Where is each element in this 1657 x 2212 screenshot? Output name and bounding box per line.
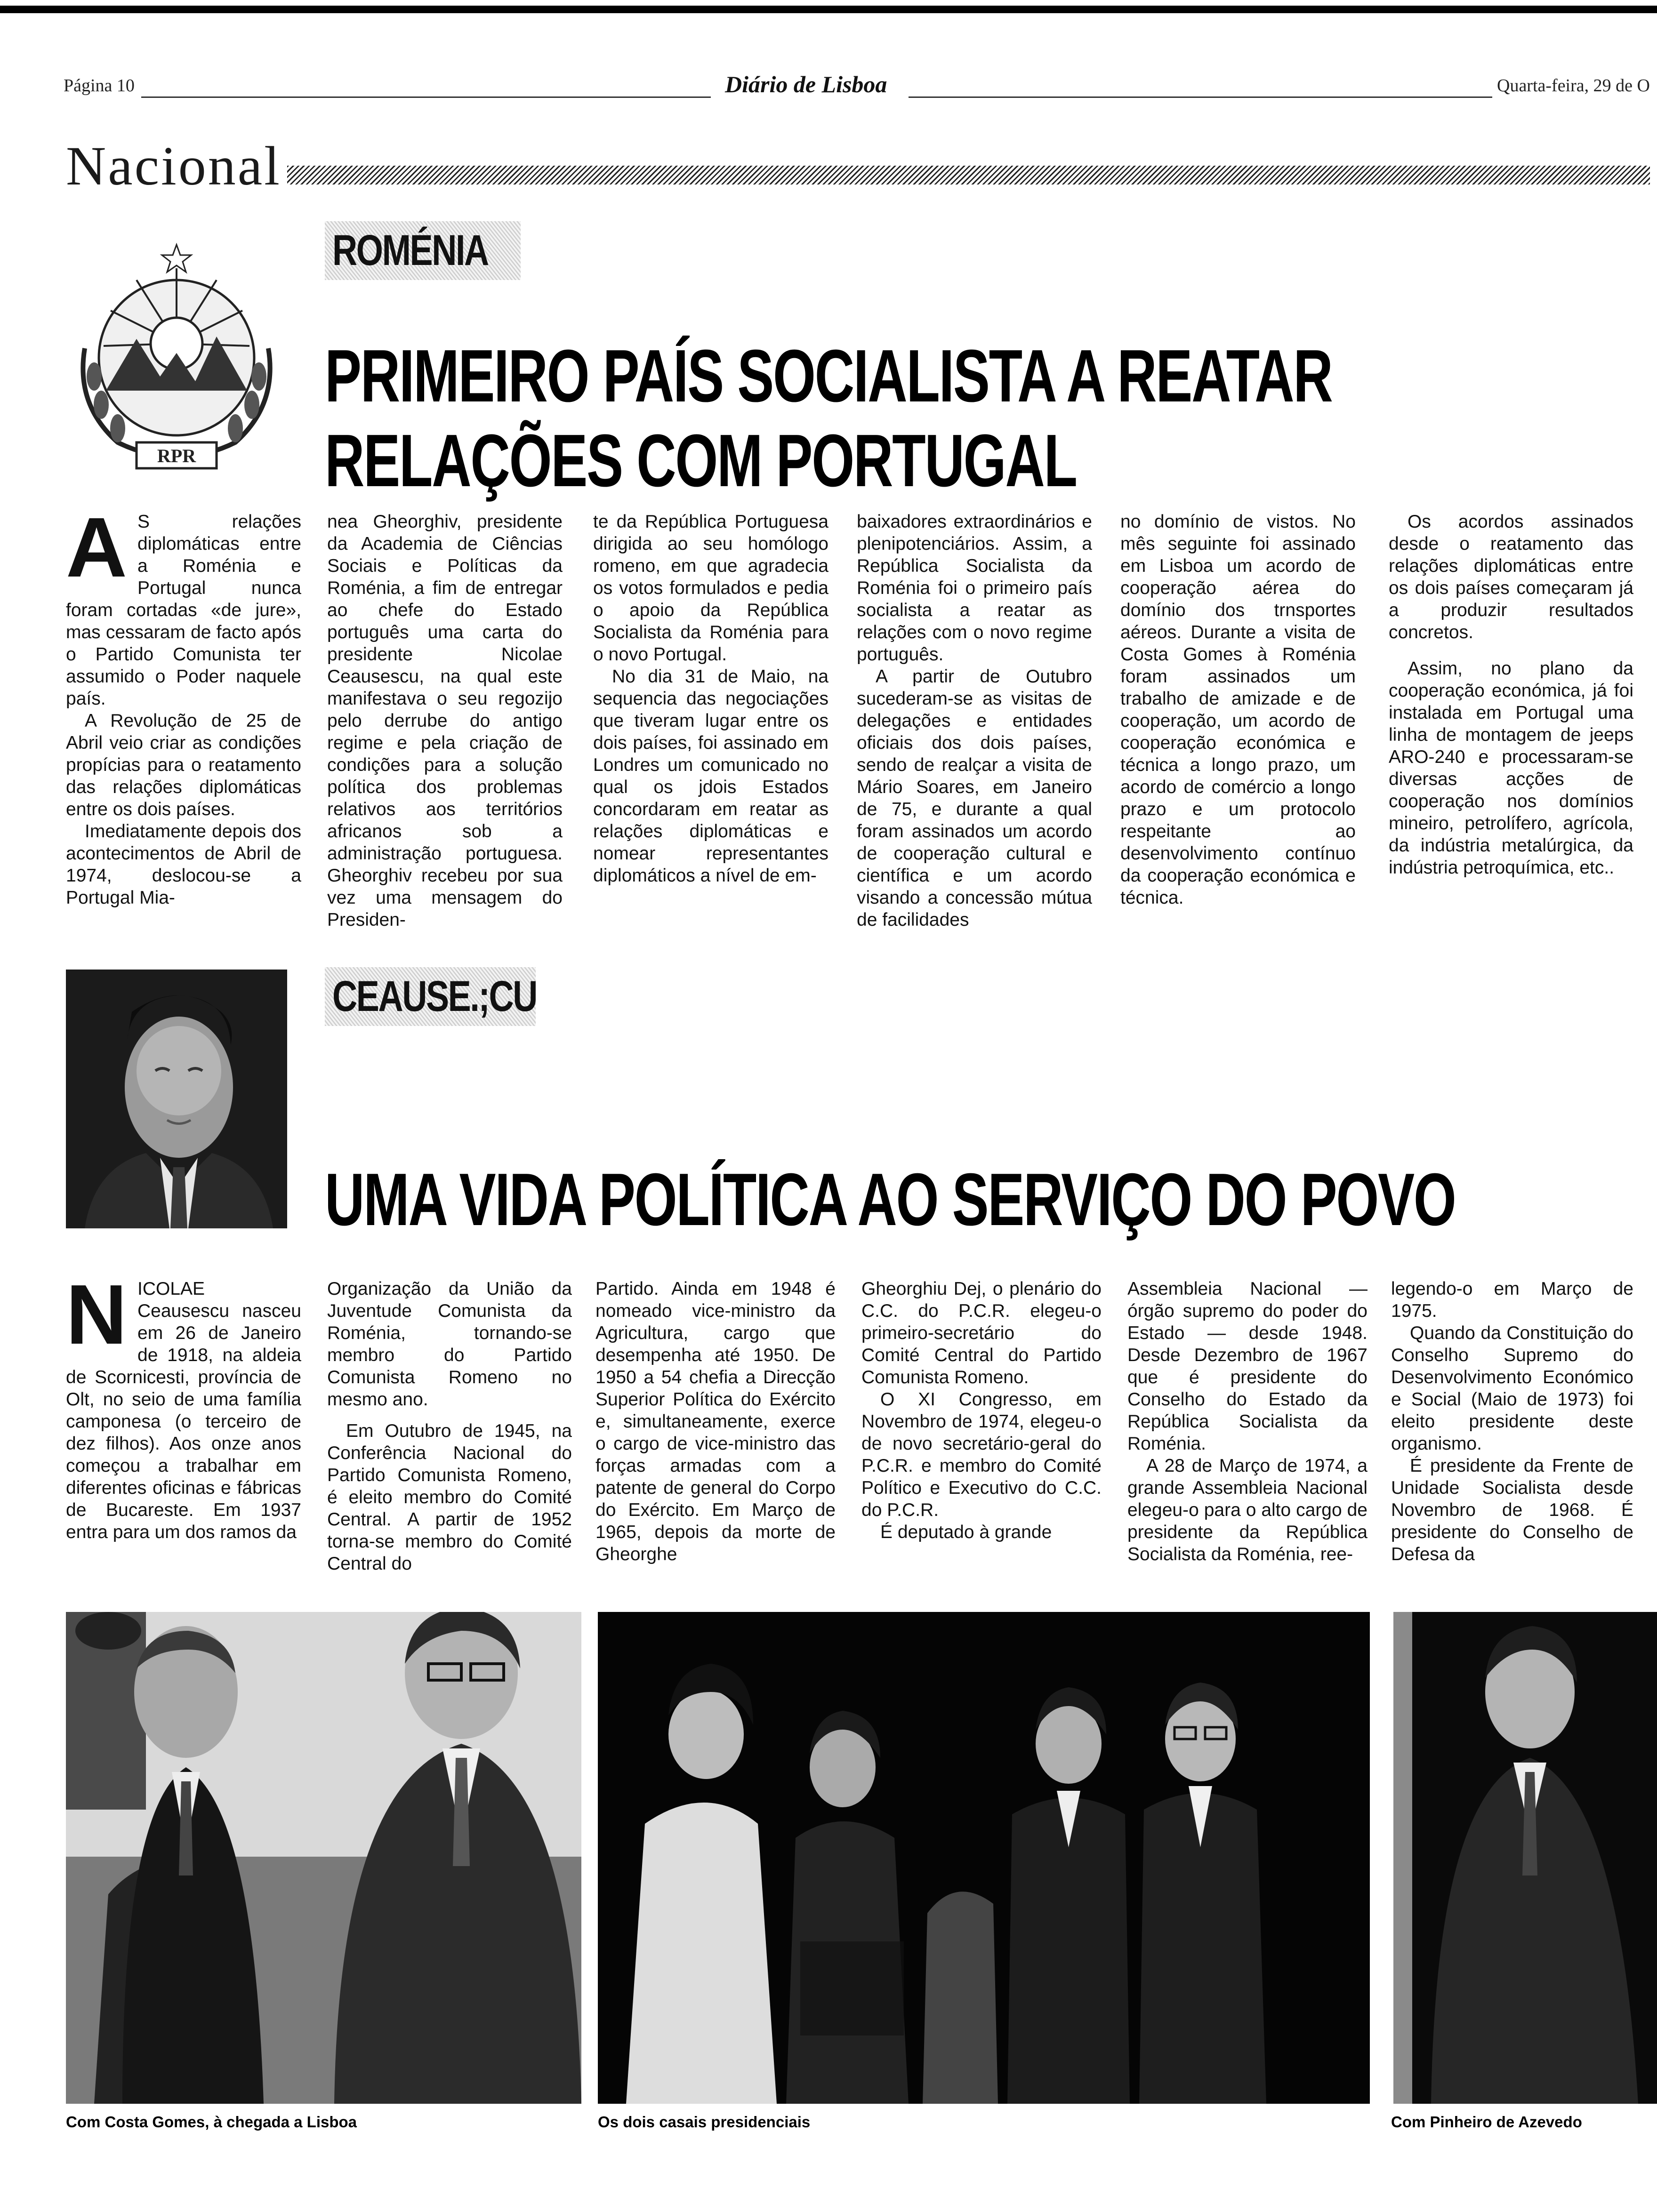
article1-paragraph: A Revolução de 25 de Abril veio criar as condições propícias para o reatamento das relações diplomáticas entre os dois países. bbox=[66, 711, 301, 819]
article1-column-5 bbox=[1120, 511, 1356, 911]
romania-emblem-icon bbox=[66, 235, 287, 489]
article2-headline: UMA VIDA POLÍTICA AO SERVIÇO DO POVO bbox=[325, 1158, 1456, 1241]
article1-paragraph: te da República Portuguesa dirigida ao seu homólogo romeno, em que agradecia os votos formulados e pedia o apoio da República Socialista da Roménia para o novo Portugal. bbox=[593, 512, 828, 665]
section-title: Nacional bbox=[66, 135, 282, 197]
ceausescu-portrait bbox=[66, 970, 287, 1228]
article1-paragraph: No dia 31 de Maio, na sequencia das negociações que tiveram lugar entre os dois países, foi assinado em Londres um comunicado no qual os jdois Estados concordaram em reatar as relações diplomáticas e nomear representantes diplomáticos a nível de em- bbox=[593, 666, 828, 886]
article2-paragraph: O XI Congresso, em Novembro de 1974, elegeu-o de novo secretário-geral do P.C.R. e membro do Comité Político e Executivo do C.C. do P.C.R. bbox=[861, 1389, 1102, 1520]
photo-costa-gomes bbox=[66, 1612, 581, 2104]
article1-column-3 bbox=[593, 511, 828, 911]
emblem-text: RPR bbox=[157, 445, 196, 466]
article2-paragraph: Assembleia Nacional — órgão supremo do poder do Estado — desde 1948. Desde Dezembro de 1967 que é presidente do Conselho do Estado da República Socialista da Roménia. bbox=[1127, 1279, 1367, 1454]
photo-pinheiro-azevedo bbox=[1393, 1612, 1657, 2104]
article1-headline-line1: PRIMEIRO PAÍS SOCIALISTA A REATAR bbox=[325, 335, 1332, 417]
article1-dropcap: A bbox=[66, 500, 127, 595]
article2-column-3 bbox=[595, 1278, 836, 1584]
article1-paragraph: Assim, no plano da cooperação económica, já foi instalada em Portugal uma linha de montagem de jeeps ARO-240 e processaram-se diversas acções de cooperação nos domínios mineiro, petrolífero, agrícola, da indústria metalúrgica, da indústria petroquímica, etc.. bbox=[1389, 658, 1633, 878]
page-number: Página 10 bbox=[64, 76, 135, 96]
article2-paragraph: legendo-o em Março de 1975. bbox=[1391, 1279, 1633, 1321]
portrait-photo-icon bbox=[66, 970, 287, 1228]
article2-paragraph: A 28 de Março de 1974, a grande Assembleia Nacional elegeu-o para o alto cargo de presidente da República Socialista da Roménia, ree- bbox=[1127, 1456, 1367, 1564]
article1-paragraph: Os acordos assinados desde o reatamento das relações diplomáticas entre os dois países começaram já a produzir resultados concretos. bbox=[1389, 512, 1633, 642]
article1-paragraph: S relações diplomáticas entre a Roménia e Portugal nunca foram cortadas «de jure», mas cessaram de facto após o Partido Comunista ter assumido o Poder naquele país. bbox=[66, 512, 301, 709]
article2-paragraph: Organização da União da Juventude Comunista da Roménia, tornando-se membro do Partido Comunista Romeno no mesmo ano. bbox=[327, 1279, 572, 1410]
article2-paragraph: Gheorghiu Dej, o plenário do C.C. do P.C.R. elegeu-o primeiro-secretário do Comité Central do Partido Comunista Romeno. bbox=[861, 1279, 1102, 1387]
header-rule-right bbox=[909, 96, 1492, 98]
article2-column-2 bbox=[327, 1278, 572, 1584]
article1-paragraph: nea Gheorghiv, presidente da Academia de Ciências Sociais e Políticas da Roménia, a fim de entregar ao chefe do Estado português uma carta do presidente Nicolae Ceausescu, na qual este manifestava o seu regozijo pelo derrube do antigo regime e pela criação de condições para a solução política dos problemas relativos aos territórios africanos sob a administração portuguesa. Gheorghiv recebeu por sua vez uma mensagem do Presiden- bbox=[327, 512, 563, 930]
photo-pinheiro-azevedo-icon bbox=[1393, 1612, 1657, 2104]
article2-paragraph: Partido. Ainda em 1948 é nomeado vice-ministro da Agricultura, cargo que desempenha até 1950. De 1950 a 54 chefia a Direcção Superior Política do Exército e, simultaneamente, exerce o cargo de vice-ministro das forças armadas com a patente de general do Corpo do Exército. Em Março de 1965, depois da morte de Gheorghe bbox=[595, 1279, 836, 1564]
article2-column-4 bbox=[861, 1278, 1102, 1584]
photo-costa-gomes-icon bbox=[66, 1612, 581, 2104]
article1-headline-line2: RELAÇÕES COM PORTUGAL bbox=[325, 419, 1077, 502]
newspaper-masthead: Diário de Lisboa bbox=[725, 71, 887, 97]
article1-column-2 bbox=[327, 511, 563, 930]
article2-paragraph: É presidente da Frente de Unidade Socialista desde Novembro de 1968. É presidente do Conselho de Defesa da bbox=[1391, 1456, 1633, 1564]
article2-kicker: CEAUSE.;CU bbox=[325, 967, 536, 1026]
article2-paragraph: É deputado à grande bbox=[880, 1522, 1052, 1542]
romania-emblem bbox=[66, 235, 287, 489]
article1-paragraph: baixadores extraordinários e plenipotenciários. Assim, a República Socialista da Roménia foi o primeiro país socialista a reatar as relações com o novo regime português. bbox=[857, 512, 1092, 665]
article2-dropcap: N bbox=[66, 1267, 127, 1362]
article2-paragraph: Em Outubro de 1945, na Conferência Nacional do Partido Comunista Romeno, é eleito membro do Comité Central. A partir de 1952 torna-se membro do Comité Central do bbox=[327, 1421, 572, 1574]
caption-costa-gomes: Com Costa Gomes, à chegada a Lisboa bbox=[66, 2113, 357, 2131]
article1-column-4 bbox=[857, 511, 1092, 930]
issue-date: Quarta-feira, 29 de O bbox=[1497, 76, 1650, 96]
page-top-border bbox=[0, 6, 1657, 13]
header-rule-left bbox=[141, 96, 711, 98]
article1-paragraph: no domínio de vistos. No mês seguinte foi assinado em Lisboa um acordo de cooperação aérea do domínio dos trnsportes aéreos. Durante a visita de Costa Gomes à Roménia foram assinados um trabalho de amizade e de cooperação, um acordo de cooperação económica e técnica a longo prazo, um acordo de comércio a longo prazo e um protocolo respeitante ao desenvolvimento contínuo da cooperação económica e técnica. bbox=[1120, 512, 1356, 908]
photo-presidential-couples bbox=[598, 1612, 1370, 2104]
article1-column-6 bbox=[1389, 511, 1633, 911]
article2-column-6 bbox=[1391, 1278, 1633, 1584]
article1-paragraph: A partir de Outubro sucederam-se as visitas de delegações e entidades oficiais dos dois países, sendo de realçar a visita de Mário Soares, em Janeiro de 75, e durante a qual foram assinados um acordo de cooperação cultural e científica e um acordo visando a concessão mútua de facilidades bbox=[857, 666, 1092, 930]
caption-pinheiro-azevedo: Com Pinheiro de Azevedo bbox=[1391, 2113, 1582, 2131]
article2-column-5 bbox=[1127, 1278, 1367, 1584]
article1-column-1 bbox=[66, 500, 301, 911]
caption-presidential-couples: Os dois casais presidenciais bbox=[598, 2113, 811, 2131]
article2-column-1 bbox=[66, 1267, 301, 1584]
article1-paragraph: Imediatamente depois dos acontecimentos de Abril de 1974, deslocou-se a Portugal Mia- bbox=[66, 821, 301, 908]
article1-kicker: ROMÉNIA bbox=[325, 221, 521, 280]
article2-paragraph: ICOLAE Ceausescu nasceu em 26 de Janeiro de 1918, na aldeia de Scornicesti, província de Olt, no seio de uma família camponesa (o terceiro de dez filhos). Aos onze anos começou a trabalhar em diferentes oficinas e fábricas de Bucareste. Em 1937 entra para um dos ramos da bbox=[66, 1279, 301, 1542]
photo-presidential-couples-icon bbox=[598, 1612, 1370, 2104]
article2-paragraph: Quando da Constituição do Conselho Supremo do Desenvolvimento Económico e Social (Maio de 1973) foi eleito presidente deste organismo. bbox=[1391, 1323, 1633, 1454]
section-hatch-rule bbox=[287, 166, 1650, 184]
